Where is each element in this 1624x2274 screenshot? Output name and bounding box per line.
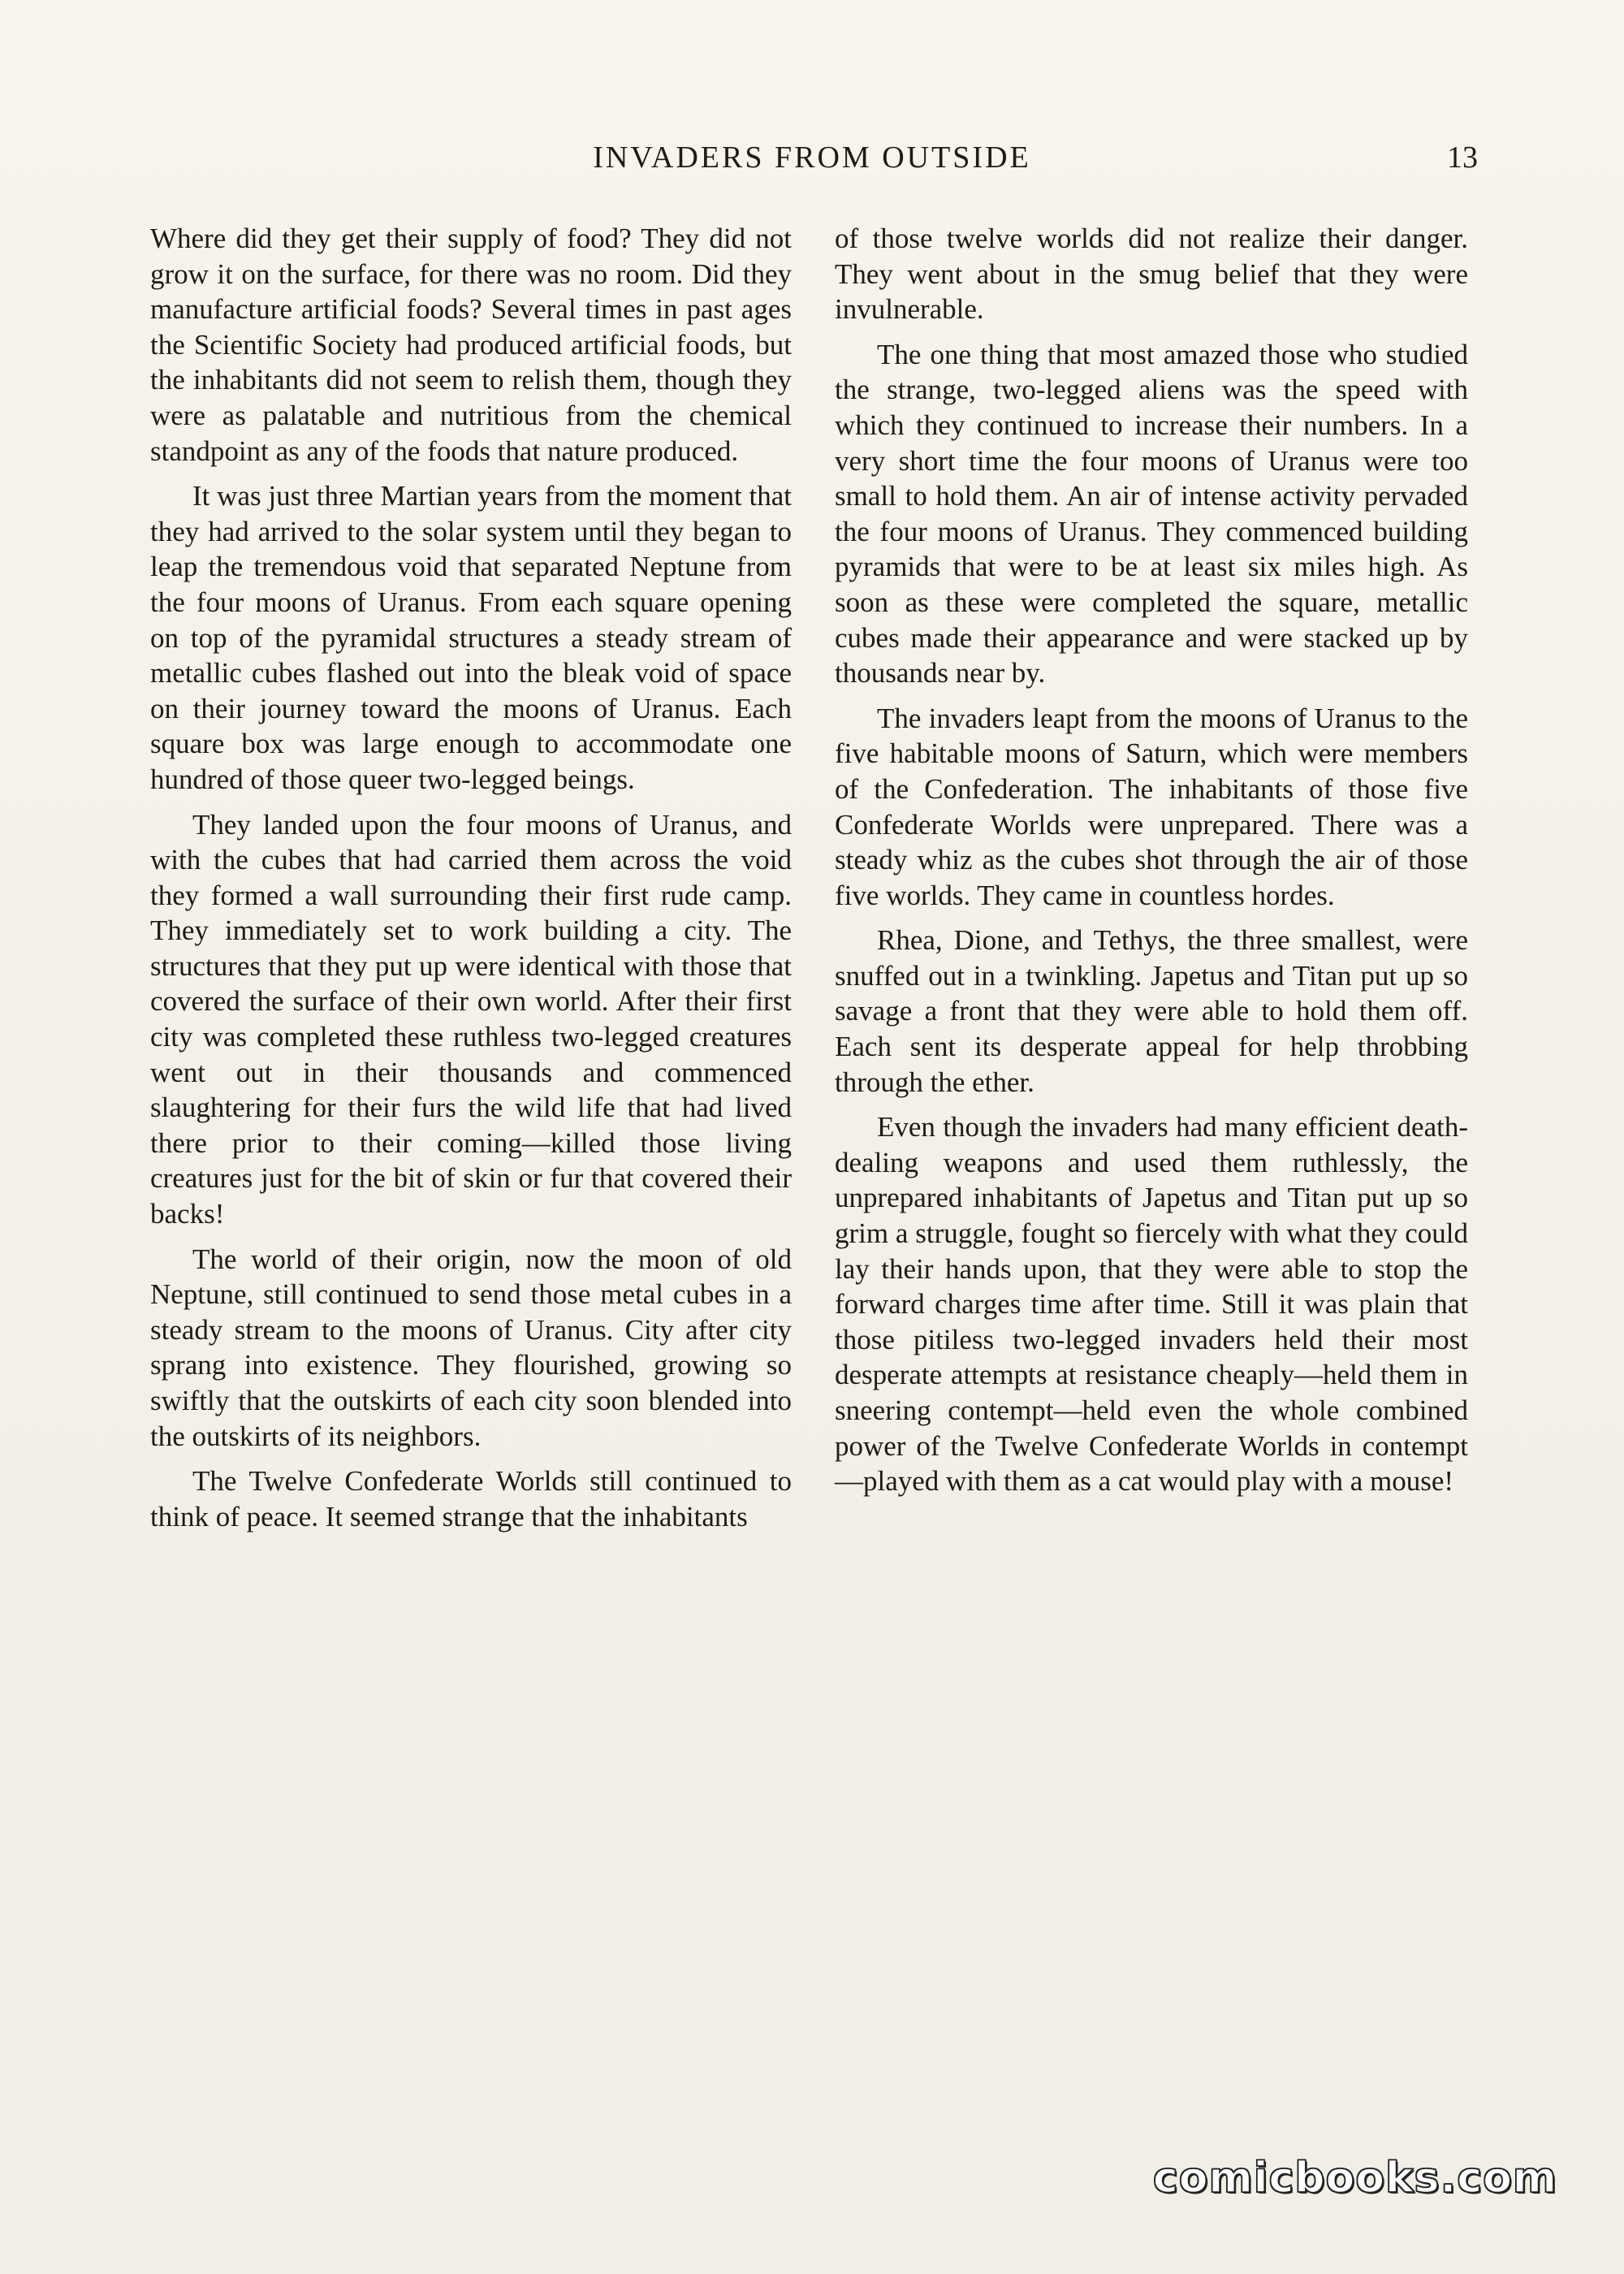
page-header [146,138,1478,187]
paragraph: The invaders leapt from the moons of Uranus to the five habitable moons of Saturn, which were members of the Confederation. The inhabitants of those five Confederate Worlds were unprepared. There was a steady whiz as the cubes shot through the air of those five worlds. They came in countless hordes. [835,702,1468,911]
paragraph: They landed upon the four moons of Uranus, and with the cubes that had carried them across the void they formed a wall surrounding their first rude camp. They immediately set to work building a city. The structures that they put up were identical with those that covered the surface of their own world. After their first city was completed these ruthless two-legged creatures went out in their thousands and commenced slaughtering for their furs the wild life that had lived there prior to their coming—killed those living creatures just for the bit of skin or fur that covered their backs! [150,808,792,1230]
paragraph: of those twelve worlds did not realize their danger. They went about in the smug belief that they were invulnerable. [835,223,1468,326]
paragraph: Rhea, Dione, and Tethys, the three smallest, were snuffed out in a twinkling. Japetus and Titan put up so savage a front that they were able to hold them off. Each sent its desperate appeal for help throbbing through the ether. [835,924,1468,1098]
paragraph: The Twelve Confederate Worlds still continued to think of peace. It seemed strange that the inhabitants [150,1465,792,1533]
paragraph: The world of their origin, now the moon of old Neptune, still continued to send those metal cubes in a steady stream to the moons of Uranus. City after city sprang into existence. They flourished, growing so swiftly that the outskirts of each city soon blended into the outskirts of its neighbors. [150,1243,792,1452]
page-number: 13 [1447,141,1478,175]
running-title: INVADERS FROM OUTSIDE [593,141,1031,175]
right-column [835,221,1468,1509]
paragraph: Even though the invaders had many efficient death-dealing weapons and used them ruthlessly, the unprepared inhabitants of Japetus and Titan put up so grim a struggle, fought so fiercely with what they could lay their hands upon, that they were able to stop the forward charges time after time. Still it was plain that those pitiless two-legged invaders held their most desperate attempts at resistance cheaply—held them in sneering contempt—held even the whole combined power of the Twelve Confederate Worlds in contempt—played with them as a cat would play with a mouse! [835,1111,1468,1498]
paragraph: Where did they get their supply of food? They did not grow it on the surface, for there was no room. Did they manufacture artificial foods? Several times in past ages the Scientific Society had produced artificial foods, but the inhabitants did not seem to relish them, though they were as palatable and nutritious from the chemical standpoint as any of the foods that nature produced. [150,223,792,467]
paragraph: It was just three Martian years from the moment that they had arrived to the solar system until they began to leap the tremendous void that separated Neptune from the four moons of Uranus. From each square opening on top of the pyramidal structures a steady stream of metallic cubes flashed out into the bleak void of space on their journey toward the moons of Uranus. Each square box was large enough to accommodate one hundred of those queer two-legged beings. [150,480,792,795]
left-column [150,221,792,1544]
paragraph: The one thing that most amazed those who studied the strange, two-legged aliens was the speed with which they continued to increase their numbers. In a very short time the four moons of Uranus were too small to hold them. An air of intense activity pervaded the four moons of Uranus. They commenced building pyramids that were to be at least six miles high. As soon as these were completed the square, metallic cubes made their appearance and were stacked up by thousands near by. [835,338,1468,690]
watermark-logo: comicbooks.com [1152,2154,1557,2203]
